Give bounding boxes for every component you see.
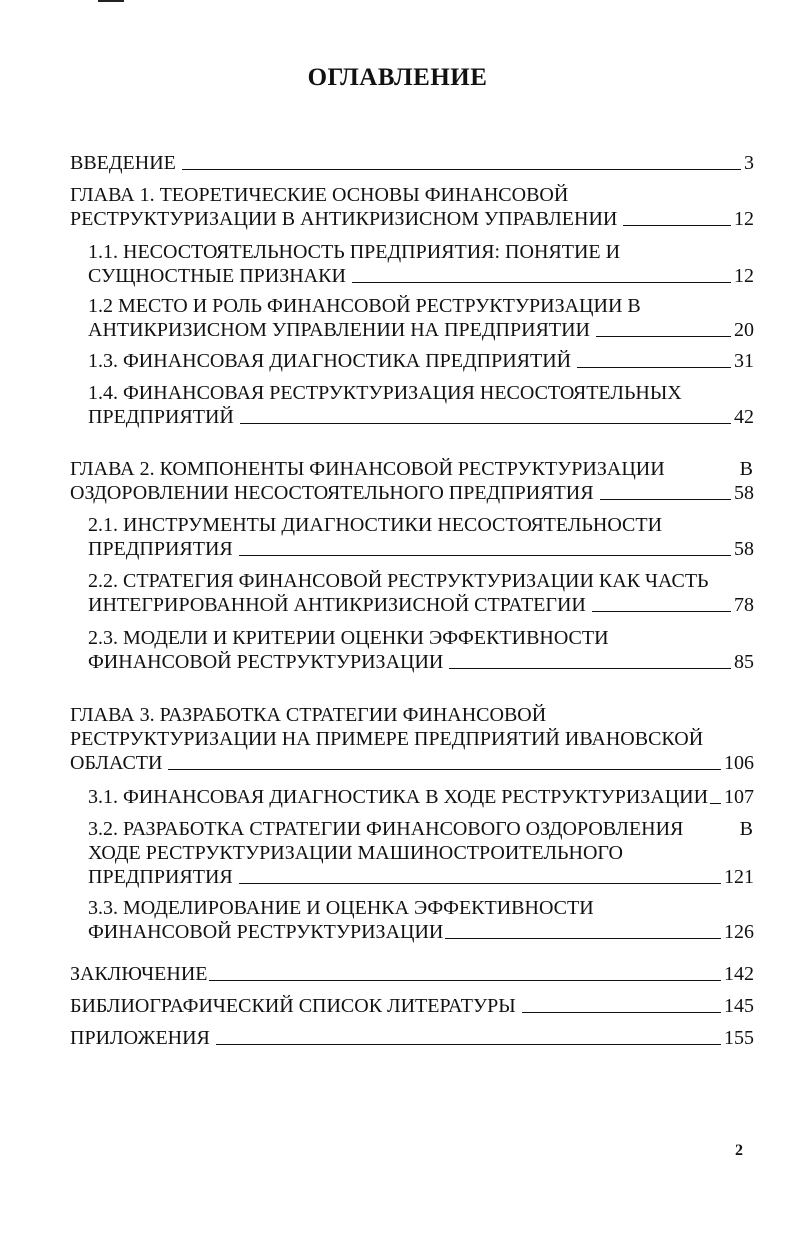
leader-line <box>240 423 731 424</box>
toc-page-number: 31 <box>734 350 754 372</box>
toc-section-2-2-line1[interactable]: 2.2. СТРАТЕГИЯ ФИНАНСОВОЙ РЕСТРУКТУРИЗАЦИИ КАК ЧАСТЬ <box>88 570 709 592</box>
leader-line <box>352 282 731 283</box>
leader-line <box>168 769 721 770</box>
toc-section-1-3[interactable] <box>88 349 754 373</box>
toc-entry-text: ПРИЛОЖЕНИЯ <box>70 1027 210 1049</box>
toc-chapter-2[interactable] <box>70 481 754 505</box>
toc-page-number: 121 <box>724 866 754 888</box>
toc-entry-text: 1.3. ФИНАНСОВАЯ ДИАГНОСТИКА ПРЕДПРИЯТИЙ <box>88 350 572 372</box>
leader-line <box>182 169 741 170</box>
toc-entry-intro[interactable] <box>70 151 754 175</box>
leader-line <box>209 980 721 981</box>
toc-page-number: 12 <box>734 265 754 287</box>
toc-section-1-4-line1[interactable]: 1.4. ФИНАНСОВАЯ РЕСТРУКТУРИЗАЦИЯ НЕСОСТОЯТЕЛЬНЫХ <box>88 382 682 404</box>
toc-chapter-1-line1[interactable]: ГЛАВА 1. ТЕОРЕТИЧЕСКИЕ ОСНОВЫ ФИНАНСОВОЙ <box>70 184 569 206</box>
toc-section-2-1-line1[interactable]: 2.1. ИНСТРУМЕНТЫ ДИАГНОСТИКИ НЕСОСТОЯТЕЛЬНОСТИ <box>88 514 663 536</box>
toc-page-number: 126 <box>724 921 754 943</box>
toc-entry-bibliography[interactable] <box>70 994 754 1018</box>
leader-line <box>239 883 721 884</box>
leader-line <box>577 367 731 368</box>
toc-chapter-1[interactable] <box>70 207 754 231</box>
toc-section-3-2[interactable] <box>88 865 754 889</box>
leader-line <box>449 668 731 669</box>
toc-page-number: 155 <box>724 1027 754 1049</box>
toc-entry-text: ВВЕДЕНИЕ <box>70 152 176 174</box>
toc-chapter-2-line1-end: В <box>739 458 753 480</box>
toc-entry-text: ПРЕДПРИЯТИЙ <box>88 406 234 428</box>
toc-entry-text: БИБЛИОГРАФИЧЕСКИЙ СПИСОК ЛИТЕРАТУРЫ <box>70 995 516 1017</box>
toc-page-number: 106 <box>724 752 754 774</box>
page-number: 2 <box>735 1142 743 1159</box>
toc-section-3-2-line1-end: В <box>739 818 753 840</box>
page-title: ОГЛАВЛЕНИЕ <box>307 64 488 91</box>
toc-entry-text: РЕСТРУКТУРИЗАЦИИ В АНТИКРИЗИСНОМ УПРАВЛЕНИИ <box>70 208 618 230</box>
toc-chapter-3[interactable] <box>70 751 754 775</box>
toc-entry-text: 3.1. ФИНАНСОВАЯ ДИАГНОСТИКА В ХОДЕ РЕСТРУКТУРИЗАЦИИ <box>88 786 709 808</box>
toc-page-number: 142 <box>724 963 754 985</box>
toc-section-2-1[interactable] <box>88 537 754 561</box>
toc-entry-conclusion[interactable] <box>70 962 754 986</box>
toc-page-number: 145 <box>724 995 754 1017</box>
toc-entry-text: ЗАКЛЮЧЕНИЕ <box>70 963 208 985</box>
leader-line <box>710 803 721 804</box>
toc-section-3-3[interactable] <box>88 920 754 944</box>
toc-page-number: 12 <box>734 208 754 230</box>
toc-page-number: 85 <box>734 651 754 673</box>
toc-entry-text: ФИНАНСОВОЙ РЕСТРУКТУРИЗАЦИИ <box>88 921 444 943</box>
scan-mark <box>98 0 124 2</box>
toc-page-number: 78 <box>734 594 754 616</box>
toc-entry-text: ПРЕДПРИЯТИЯ <box>88 866 233 888</box>
leader-line <box>592 611 731 612</box>
leader-line <box>216 1044 721 1045</box>
toc-entry-text: АНТИКРИЗИСНОМ УПРАВЛЕНИИ НА ПРЕДПРИЯТИИ <box>88 319 590 341</box>
toc-page-number: 20 <box>734 319 754 341</box>
toc-section-2-3-line1[interactable]: 2.3. МОДЕЛИ И КРИТЕРИИ ОЦЕНКИ ЭФФЕКТИВНОСТИ <box>88 627 609 649</box>
toc-entry-text: ОЗДОРОВЛЕНИИ НЕСОСТОЯТЕЛЬНОГО ПРЕДПРИЯТИЯ <box>70 482 594 504</box>
toc-chapter-2-line1[interactable]: ГЛАВА 2. КОМПОНЕНТЫ ФИНАНСОВОЙ РЕСТРУКТУРИЗАЦИИ <box>70 458 665 480</box>
toc-page-number: 58 <box>734 482 754 504</box>
toc-page-number: 58 <box>734 538 754 560</box>
toc-entry-text: СУЩНОСТНЫЕ ПРИЗНАКИ <box>88 265 346 287</box>
toc-section-2-3[interactable] <box>88 650 754 674</box>
toc-section-1-4[interactable] <box>88 405 754 429</box>
toc-entry-text: ФИНАНСОВОЙ РЕСТРУКТУРИЗАЦИИ <box>88 651 444 673</box>
leader-line <box>623 225 731 226</box>
leader-line <box>445 938 721 939</box>
toc-entry-appendix[interactable] <box>70 1026 754 1050</box>
toc-chapter-3-line1[interactable]: ГЛАВА 3. РАЗРАБОТКА СТРАТЕГИИ ФИНАНСОВОЙ <box>70 704 547 726</box>
leader-line <box>600 499 731 500</box>
toc-page-number: 42 <box>734 406 754 428</box>
toc-entry-text: ОБЛАСТИ <box>70 752 163 774</box>
toc-section-3-2-line1[interactable]: 3.2. РАЗРАБОТКА СТРАТЕГИИ ФИНАНСОВОГО ОЗДОРОВЛЕНИЯ <box>88 818 684 840</box>
toc-page-number: 3 <box>744 152 754 174</box>
toc-section-1-1[interactable] <box>88 264 754 288</box>
toc-section-1-2-line1[interactable]: 1.2 МЕСТО И РОЛЬ ФИНАНСОВОЙ РЕСТРУКТУРИЗАЦИИ В <box>88 295 641 317</box>
leader-line <box>239 555 731 556</box>
toc-section-3-2-line2[interactable]: ХОДЕ РЕСТРУКТУРИЗАЦИИ МАШИНОСТРОИТЕЛЬНОГО <box>88 842 623 864</box>
toc-section-2-2[interactable] <box>88 593 754 617</box>
toc-chapter-3-line2[interactable]: РЕСТРУКТУРИЗАЦИИ НА ПРИМЕРЕ ПРЕДПРИЯТИЙ ИВАНОВСКОЙ <box>70 728 704 750</box>
toc-entry-text: ИНТЕГРИРОВАННОЙ АНТИКРИЗИСНОЙ СТРАТЕГИИ <box>88 594 586 616</box>
toc-section-1-2[interactable] <box>88 318 754 342</box>
toc-entry-text: ПРЕДПРИЯТИЯ <box>88 538 233 560</box>
toc-section-3-3-line1[interactable]: 3.3. МОДЕЛИРОВАНИЕ И ОЦЕНКА ЭФФЕКТИВНОСТИ <box>88 897 594 919</box>
toc-section-3-1[interactable] <box>88 785 754 809</box>
leader-line <box>596 336 731 337</box>
toc-page-number: 107 <box>724 786 754 808</box>
toc-section-1-1-line1[interactable]: 1.1. НЕСОСТОЯТЕЛЬНОСТЬ ПРЕДПРИЯТИЯ: ПОНЯТИЕ И <box>88 241 621 263</box>
leader-line <box>522 1012 721 1013</box>
